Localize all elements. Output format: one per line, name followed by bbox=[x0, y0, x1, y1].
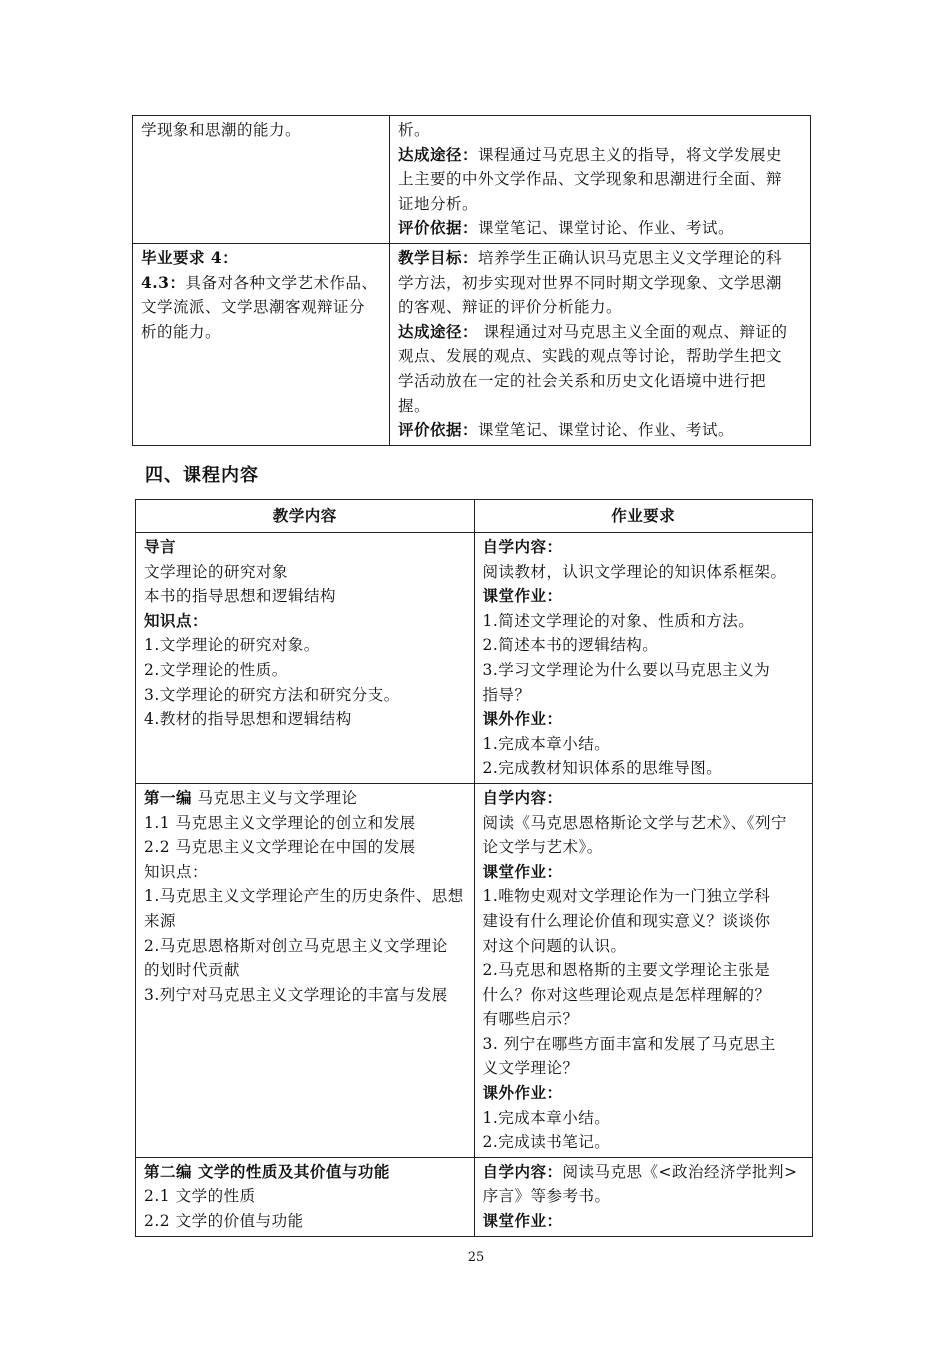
text-line: 本书的指导思想和逻辑结构 bbox=[144, 587, 337, 606]
teaching-content-cell bbox=[136, 783, 475, 1157]
homework-label: 课外作业： bbox=[482, 1083, 563, 1103]
text-line: 2.2 文学的价值与功能 bbox=[144, 1212, 304, 1231]
assignment-cell bbox=[474, 533, 813, 784]
text-line: 课程通过对马克思主义全面的观点、辩证的 bbox=[478, 322, 788, 341]
column-header: 教学内容 bbox=[136, 500, 475, 533]
class-work-label: 课堂作业： bbox=[482, 586, 563, 606]
table-row bbox=[136, 783, 813, 1157]
text-line: 4.教材的指导思想和逻辑结构 bbox=[144, 710, 352, 729]
text-line: 1.唯物史观对文学理论作为一门独立学科 bbox=[482, 887, 771, 906]
text-line: 证地分析。 bbox=[398, 194, 479, 213]
text-line: 课堂笔记、课堂讨论、作业、考试。 bbox=[478, 421, 735, 440]
text-line: 文学流派、文学思潮客观辩证分 bbox=[141, 298, 366, 317]
text-line: 1.马克思主义文学理论产生的历史条件、思想 bbox=[144, 887, 464, 906]
text-line: 1.1 马克思主义文学理论的创立和发展 bbox=[144, 813, 416, 832]
table-row bbox=[133, 243, 811, 445]
goal-label: 教学目标： bbox=[398, 247, 479, 267]
text-line: 建设有什么理论价值和现实意义？谈谈你 bbox=[482, 911, 771, 930]
eval-label: 评价依据： bbox=[398, 420, 479, 440]
requirement-code: 4.3： bbox=[141, 272, 186, 292]
text-line: 2.简述本书的逻辑结构。 bbox=[482, 636, 659, 655]
text-line: 析的能力。 bbox=[141, 322, 222, 341]
text-line: 2.完成教材知识体系的思维导图。 bbox=[482, 759, 723, 778]
unit-title: 导言 bbox=[144, 537, 177, 556]
path-label: 达成途径： bbox=[398, 321, 479, 341]
objective-cell bbox=[390, 116, 811, 244]
text-line: 具备对各种文学艺术作品、 bbox=[185, 273, 378, 292]
eval-label: 评价依据： bbox=[398, 218, 479, 238]
text-line: 课堂笔记、课堂讨论、作业、考试。 bbox=[478, 219, 735, 238]
text-line: 学方法，初步实现对世界不同时期文学现象、文学思潮 bbox=[398, 273, 783, 292]
text-line: 什么？你对这些理论观点是怎样理解的？ bbox=[482, 985, 771, 1004]
text-line: 的客观、辩证的评价分析能力。 bbox=[398, 298, 623, 317]
text-line: 来源 bbox=[144, 911, 177, 930]
class-work-label: 课堂作业： bbox=[482, 1211, 563, 1231]
text-line: 义文学理论？ bbox=[482, 1059, 579, 1078]
text-line: 3. 列宁在哪些方面丰富和发展了马克思主 bbox=[482, 1034, 776, 1053]
text-line: 序言》等参考书。 bbox=[482, 1187, 611, 1206]
path-label: 达成途径： bbox=[398, 144, 479, 164]
table-row bbox=[136, 1157, 813, 1236]
text-line: 1.完成本章小结。 bbox=[482, 734, 611, 753]
unit-title: 第一编 bbox=[144, 787, 193, 807]
assignment-cell bbox=[474, 783, 813, 1157]
text-line: 3.文学理论的研究方法和研究分支。 bbox=[144, 685, 400, 704]
self-study-label: 自学内容： bbox=[482, 787, 563, 807]
text-line: 2.2 马克思主义文学理论在中国的发展 bbox=[144, 838, 416, 857]
requirement-label: 毕业要求 4： bbox=[141, 247, 239, 267]
text-line: 2.马克思恩格斯对创立马克思主义文学理论 bbox=[144, 936, 448, 955]
text-line: 知识点： bbox=[144, 862, 209, 881]
text-line: 的划时代贡献 bbox=[144, 961, 241, 980]
column-header: 作业要求 bbox=[474, 500, 813, 533]
text-line: 阅读教材，认识文学理论的知识体系框架。 bbox=[482, 562, 787, 581]
text-line: 2.完成读书笔记。 bbox=[482, 1133, 611, 1152]
text-line: 课程通过马克思主义的指导，将文学发展史 bbox=[478, 145, 783, 164]
self-study-label: 自学内容： bbox=[482, 1161, 563, 1181]
text-line: 2.马克思和恩格斯的主要文学理论主张是 bbox=[482, 961, 771, 980]
text-line: 有哪些启示？ bbox=[482, 1010, 579, 1029]
self-study-label: 自学内容： bbox=[482, 537, 563, 556]
homework-label: 课外作业： bbox=[482, 709, 563, 729]
text-line: 2.1 文学的性质 bbox=[144, 1187, 256, 1206]
text-line: 上主要的中外文学作品、文学现象和思潮进行全面、辩 bbox=[398, 170, 783, 189]
text-line: 3.学习文学理论为什么要以马克思主义为 bbox=[482, 660, 771, 679]
graduation-requirements-table bbox=[132, 115, 811, 446]
course-content-table bbox=[135, 499, 813, 1237]
text-line: 培养学生正确认识马克思主义文学理论的科 bbox=[478, 248, 783, 267]
text-line: 文学理论的研究对象 bbox=[144, 562, 289, 581]
requirement-cell bbox=[133, 116, 390, 244]
text-line: 学现象和思潮的能力。 bbox=[141, 121, 302, 139]
assignment-cell bbox=[474, 1157, 813, 1236]
page-number: 25 bbox=[467, 1250, 485, 1265]
text-line: 观点、发展的观点、实践的观点等讨论，帮助学生把文 bbox=[398, 347, 783, 366]
table-row bbox=[133, 116, 811, 244]
text-line: 1.完成本章小结。 bbox=[482, 1108, 611, 1127]
table-header-row bbox=[136, 500, 813, 533]
text-line: 2.文学理论的性质。 bbox=[144, 660, 288, 679]
text-line: 指导？ bbox=[482, 685, 531, 704]
unit-title: 第二编 文学的性质及其价值与功能 bbox=[144, 1161, 390, 1181]
text-line: 3.列宁对马克思主义文学理论的丰富与发展 bbox=[144, 985, 448, 1004]
teaching-content-cell bbox=[136, 533, 475, 784]
text-line: 析。 bbox=[398, 121, 431, 139]
text-line: 论文学与艺术》。 bbox=[482, 838, 603, 857]
teaching-content-cell bbox=[136, 1157, 475, 1236]
text-line: 学活动放在一定的社会关系和历史文化语境中进行把 bbox=[398, 371, 767, 390]
knowledge-points-label: 知识点： bbox=[144, 610, 209, 630]
class-work-label: 课堂作业： bbox=[482, 861, 563, 881]
text-line: 握。 bbox=[398, 396, 431, 415]
text-line: 1.文学理论的研究对象。 bbox=[144, 636, 320, 655]
table-row bbox=[136, 533, 813, 784]
objective-cell bbox=[390, 243, 811, 445]
section-title: 四、课程内容 bbox=[145, 465, 259, 486]
text-line: 阅读马克思《<政治经济学批判> bbox=[562, 1162, 798, 1181]
text-line: 对这个问题的认识。 bbox=[482, 936, 627, 955]
text-line: 1.简述文学理论的对象、性质和方法。 bbox=[482, 611, 755, 630]
text-line: 阅读《马克思恩格斯论文学与艺术》、《列宁 bbox=[482, 813, 788, 832]
requirement-cell bbox=[133, 243, 390, 445]
unit-subtitle: 马克思主义与文学理论 bbox=[192, 788, 358, 807]
